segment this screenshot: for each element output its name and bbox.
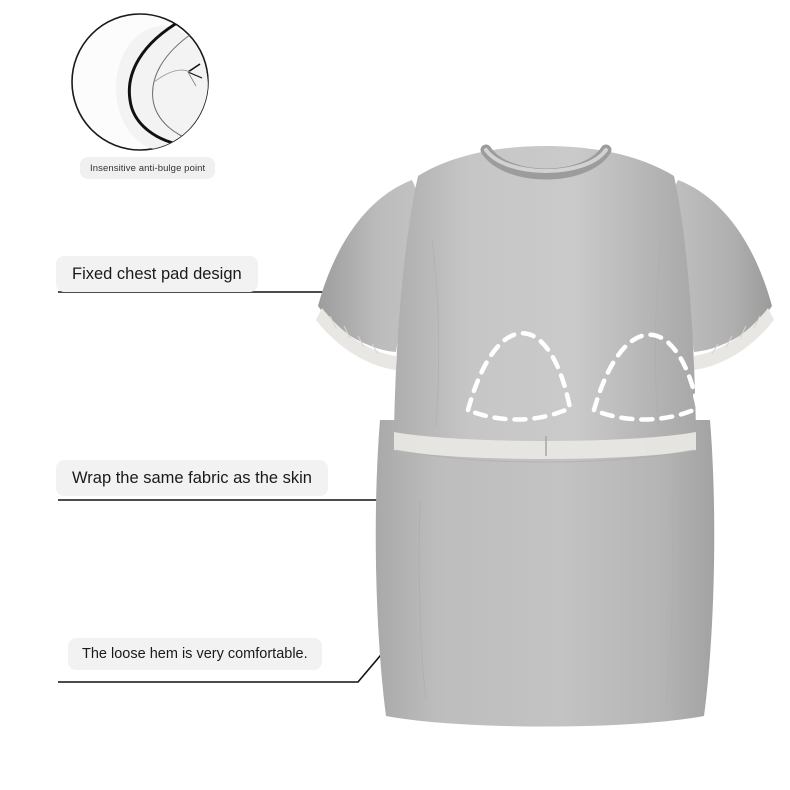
callout-insensitive-anti-bulge-point <box>80 157 215 179</box>
callout-label: Fixed chest pad design <box>72 264 242 283</box>
callout-label: Wrap the same fabric as the skin <box>72 468 312 487</box>
callout-loose-hem-comfortable <box>68 638 322 670</box>
tshirt-illustration <box>300 120 790 740</box>
anti-bulge-detail-illustration <box>70 12 210 152</box>
callout-label: The loose hem is very comfortable. <box>82 646 308 662</box>
callout-fixed-chest-pad-design <box>56 256 258 292</box>
callout-label: Insensitive anti-bulge point <box>90 162 206 174</box>
callout-wrap-same-fabric-as-skin <box>56 460 328 496</box>
